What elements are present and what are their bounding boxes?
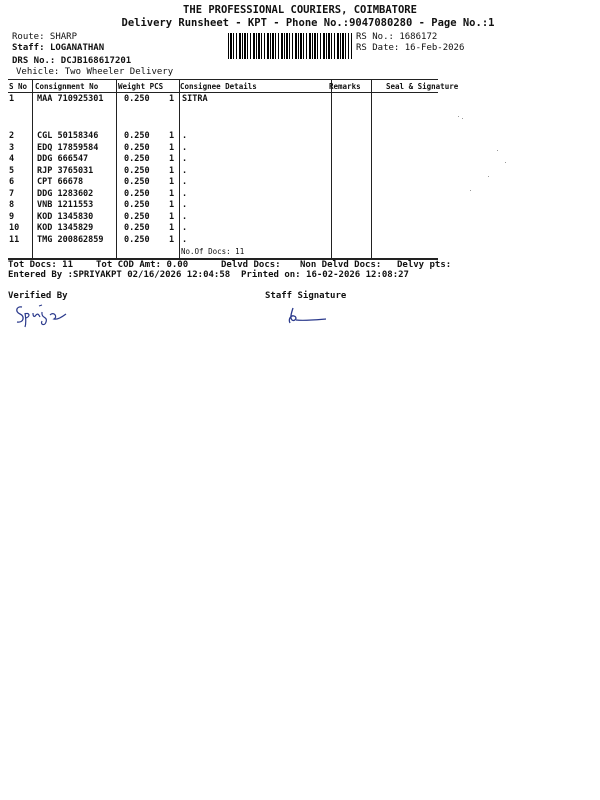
staff-name: LOGANATHAN: [49, 43, 105, 53]
row-pcs: 1: [169, 189, 175, 199]
row-pcs: 1: [169, 200, 175, 210]
row-weight: 0.250: [124, 177, 150, 187]
row-consignment-no: KOD 1345829: [37, 223, 94, 233]
staff-signature-label: Staff Signature: [265, 291, 347, 301]
barcode-graphic: [228, 33, 352, 59]
table-row: [0, 223, 600, 234]
staff-label: Staff:: [12, 43, 50, 53]
staff-signature-image: [284, 306, 330, 328]
row-pcs: 1: [169, 212, 175, 222]
drs-line: [12, 56, 131, 66]
row-consignment-no: CGL 50158346: [37, 131, 99, 141]
row-consignment-no: DDG 666547: [37, 154, 89, 164]
row-consignment-no: KOD 1345830: [37, 212, 94, 222]
printed-on: Printed on: 16-02-2026 12:08:27: [241, 270, 409, 280]
rs-date: RS Date: 16-Feb-2026: [356, 43, 465, 53]
row-consignment-no: TMG 200862859: [37, 235, 104, 245]
table-row: [0, 177, 600, 188]
vehicle-label: Vehicle: Two Wheeler Delivery: [16, 67, 174, 77]
table-row: [0, 143, 600, 154]
row-weight: 0.250: [124, 189, 150, 199]
row-consignee: .: [182, 166, 188, 176]
non-delivered-docs: Non Delvd Docs:: [300, 260, 382, 270]
company-name: THE PROFESSIONAL COURIERS, COIMBATORE: [183, 4, 417, 16]
row-consignee: .: [182, 154, 188, 164]
row-weight: 0.250: [124, 212, 150, 222]
row-weight: 0.250: [124, 223, 150, 233]
row-pcs: 1: [169, 94, 175, 104]
row-weight: 0.250: [124, 235, 150, 245]
total-docs: Tot Docs: 11: [8, 260, 74, 270]
row-consignee: .: [182, 200, 188, 210]
row-consignee: .: [182, 212, 188, 222]
row-consignment-no: CPT 66678: [37, 177, 84, 187]
col-header-weight-pcs: Weight PCS: [118, 82, 164, 91]
row-consignee: .: [182, 235, 188, 245]
row-consignee: SITRA: [182, 94, 208, 104]
row-consignee: .: [182, 177, 188, 187]
row-pcs: 1: [169, 223, 175, 233]
row-consignee: .: [182, 143, 188, 153]
row-pcs: 1: [169, 166, 175, 176]
rs-number: RS No.: 1686172: [356, 32, 438, 42]
runsheet-title: Delivery Runsheet - KPT - Phone No.:9047080280 - Page No.:1: [121, 17, 495, 29]
row-sno: 4: [9, 154, 15, 164]
row-sno: 9: [9, 212, 15, 222]
row-sno: 3: [9, 143, 15, 153]
table-row: [0, 189, 600, 200]
row-consignment-no: MAA 710925301: [37, 94, 104, 104]
table-row: [0, 154, 600, 165]
row-sno: 2: [9, 131, 15, 141]
table-row: [0, 166, 600, 177]
row-consignment-no: RJP 3765031: [37, 166, 94, 176]
row-sno: 7: [9, 189, 15, 199]
row-consignment-no: VNB 1211553: [37, 200, 94, 210]
row-pcs: 1: [169, 177, 175, 187]
verified-by-label: Verified By: [8, 291, 68, 301]
table-row: [0, 131, 600, 142]
verified-signature-image: [12, 303, 72, 329]
table-row: [0, 235, 600, 246]
row-pcs: 1: [169, 235, 175, 245]
table-top-border: [8, 79, 438, 80]
row-weight: 0.250: [124, 200, 150, 210]
entered-by: Entered By :SPRIYAKPT 02/16/2026 12:04:58: [8, 270, 231, 280]
delivery-points: Delvy pts:: [397, 260, 452, 270]
table-header-border: [8, 92, 438, 93]
col-header-consignment: Consignment No: [35, 82, 99, 91]
table-row: [0, 212, 600, 223]
row-sno: 8: [9, 200, 15, 210]
row-consignee: .: [182, 131, 188, 141]
row-sno: 1: [9, 94, 15, 104]
row-sno: 5: [9, 166, 15, 176]
row-consignee: .: [182, 223, 188, 233]
row-consignment-no: EDQ 17859584: [37, 143, 99, 153]
row-pcs: 1: [169, 154, 175, 164]
row-consignee: .: [182, 189, 188, 199]
row-consignment-no: DDG 1283602: [37, 189, 94, 199]
col-header-remarks: Remarks: [329, 82, 361, 91]
no-of-docs: No.Of Docs: 11: [181, 247, 245, 256]
row-weight: 0.250: [124, 166, 150, 176]
delivered-docs: Delvd Docs:: [221, 260, 281, 270]
row-weight: 0.250: [124, 131, 150, 141]
row-sno: 10: [9, 223, 20, 233]
col-header-seal-signature: Seal & Signature: [386, 82, 459, 91]
table-row: [0, 94, 600, 105]
drs-label: DRS No.:: [12, 56, 61, 66]
row-weight: 0.250: [124, 94, 150, 104]
row-sno: 11: [9, 235, 20, 245]
col-header-consignee: Consignee Details: [180, 82, 257, 91]
row-sno: 6: [9, 177, 15, 187]
drs-number: DCJB168617201: [60, 56, 132, 66]
route-label: Route: SHARP: [12, 32, 78, 42]
row-weight: 0.250: [124, 154, 150, 164]
row-pcs: 1: [169, 143, 175, 153]
staff-line: [12, 43, 104, 53]
table-row: [0, 200, 600, 211]
total-cod-amount: Tot COD Amt: 0.00: [96, 260, 189, 270]
col-header-sno: S No: [9, 82, 28, 91]
row-pcs: 1: [169, 131, 175, 141]
row-weight: 0.250: [124, 143, 150, 153]
